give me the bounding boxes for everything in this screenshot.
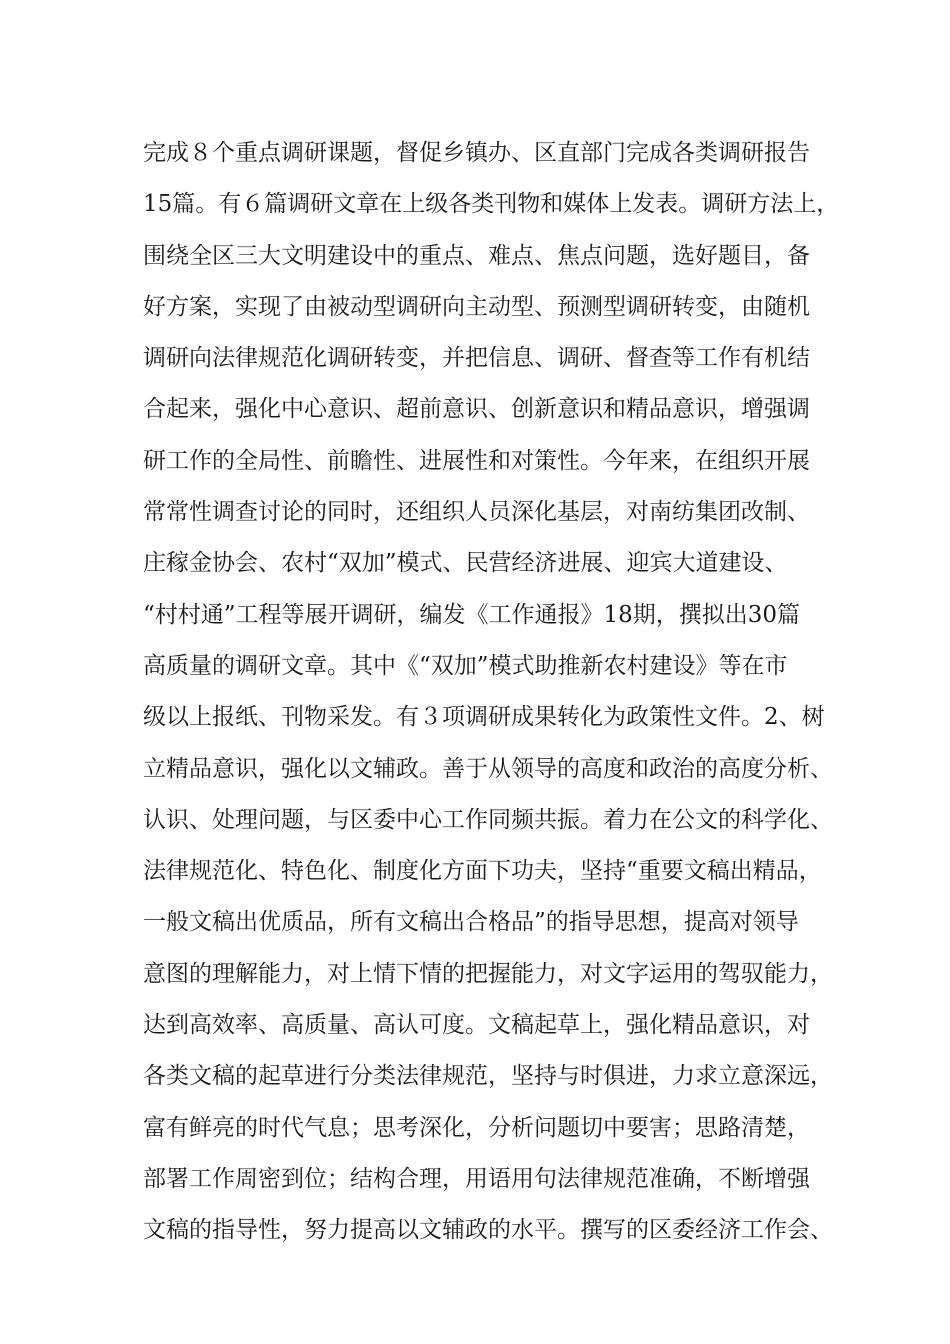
text-line-13: 立精品意识，强化以文辅政。善于从领导的高度和政治的高度分析、 xyxy=(143,755,833,782)
text-line-21: 部署工作周密到位；结构合理，用语用句法律规范准确，不断增强 xyxy=(143,1165,810,1192)
text-line-3: 围绕全区三大文明建设中的重点、难点、焦点问题，选好题目，备 xyxy=(143,242,810,269)
text-line-19: 各类文稿的起草进行分类法律规范，坚持与时俱进，力求立意深远， xyxy=(143,1063,833,1090)
body-text xyxy=(143,134,843,1263)
text-line-12: 级以上报纸、刊物采发。有３项调研成果转化为政策性文件。2、树 xyxy=(143,704,825,731)
text-line-18: 达到高效率、高质量、高认可度。文稿起草上，强化精品意识，对 xyxy=(143,1012,810,1039)
text-line-22: 文稿的指导性，努力提高以文辅政的水平。撰写的区委经济工作会、 xyxy=(143,1217,833,1244)
text-line-7: 研工作的全局性、前瞻性、进展性和对策性。今年来，在组织开展 xyxy=(143,447,810,474)
text-line-14: 认识、处理问题，与区委中心工作同频共振。着力在公文的科学化、 xyxy=(143,806,833,833)
text-line-1: 完成８个重点调研课题，督促乡镇办、区直部门完成各类调研报告 xyxy=(143,140,810,166)
text-line-16: 一般文稿出优质品，所有文稿出合格品”的指导思想，提高对领导 xyxy=(143,909,799,936)
text-line-10: “村村通”工程等展开调研，编发《工作通报》18期，撰拟出30篇 xyxy=(143,601,801,628)
text-line-5: 调研向法律规范化调研转变，并把信息、调研、督查等工作有机结 xyxy=(143,345,810,372)
text-line-6: 合起来，强化中心意识、超前意识、创新意识和精品意识，增强调 xyxy=(143,396,810,423)
text-line-2: 15篇。有６篇调研文章在上级各类刊物和媒体上发表。调研方法上， xyxy=(143,191,840,218)
text-line-4: 好方案，实现了由被动型调研向主动型、预测型调研转变，由随机 xyxy=(143,293,810,320)
text-line-17: 意图的理解能力，对上情下情的把握能力，对文字运用的驾驭能力， xyxy=(143,960,833,987)
text-line-8: 常常性调查讨论的同时，还组织人员深化基层，对南纺集团改制、 xyxy=(143,499,810,526)
text-line-11: 高质量的调研文章。其中《“双加”模式助推新农村建设》等在市 xyxy=(143,652,788,679)
text-line-9: 庄稼金协会、农村“双加”模式、民营经济进展、迎宾大道建设、 xyxy=(143,550,788,577)
text-line-20: 富有鲜亮的时代气息；思考深化，分析问题切中要害；思路清楚， xyxy=(143,1114,810,1141)
text-line-15: 法律规范化、特色化、制度化方面下功夫，坚持“重要文稿出精品， xyxy=(143,858,822,885)
